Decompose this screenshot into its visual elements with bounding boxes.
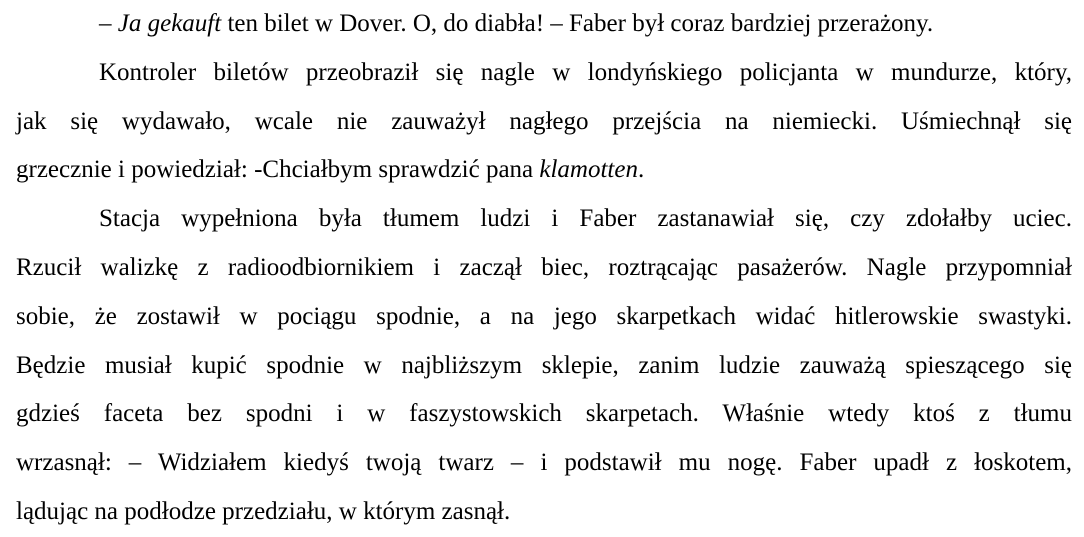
text-line: – Ja gekauft ten bilet w Dover. O, do diabła! – Faber był coraz bardziej przerażony. (99, 10, 934, 37)
text-line: jak się wydawało, wcale nie zauważył nagłego przejścia na niemiecki. Uśmiechnął się (16, 107, 1072, 135)
paragraph (16, 195, 1072, 537)
text-line: grzecznie i powiedział: -Chciałbym sprawdzić pana klamotten. (16, 156, 645, 184)
italic-phrase: klamotten (539, 156, 638, 184)
text-line: Będzie musiał kupić spodnie w najbliższym sklepie, zanim ludzie zauważą spieszącego się (16, 351, 1072, 379)
text-line: Rzucił walizkę z radioodbiornikiem i zaczął biec, roztrącając pasażerów. Nagle przypomniał (16, 253, 1072, 281)
italic-phrase: Ja gekauft (117, 10, 222, 37)
text-line: gdzieś faceta bez spodni i w faszystowskich skarpetach. Właśnie wtedy ktoś z tłumu (16, 400, 1072, 428)
text-line: lądując na podłodze przedziału, w którym zasnął. (16, 497, 511, 525)
text-line: Stacja wypełniona była tłumem ludzi i Faber zastanawiał się, czy zdołałby uciec. (99, 205, 1072, 233)
paragraph (16, 0, 1072, 49)
text-line: wrzasnął: – Widziałem kiedyś twoją twarz – i podstawił mu nogę. Faber upadł z łoskotem, (16, 449, 1072, 477)
paragraph (16, 49, 1072, 195)
text-line: Kontroler biletów przeobraził się nagle w londyńskiego policjanta w mundurze, który, (99, 58, 1072, 86)
text-body (16, 0, 1072, 537)
text-line: sobie, że zostawił w pociągu spodnie, a na jego skarpetkach widać hitlerowskie swastyki. (16, 302, 1072, 330)
